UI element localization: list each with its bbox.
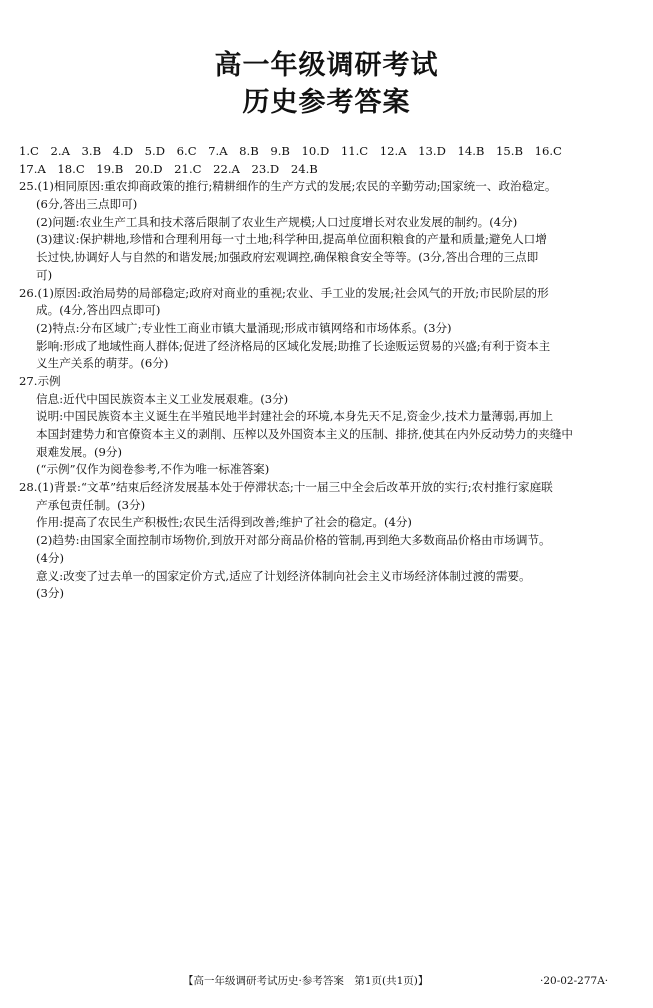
question-28 <box>19 479 637 603</box>
q26-line: 义生产关系的萌芽。(6分) <box>36 356 169 371</box>
q28-line: (3分) <box>36 586 65 601</box>
q27-line: 27.示例 <box>19 373 61 388</box>
q26-line: 影响:形成了地域性商人群体;促进了经济格局的区域化发展;助推了长途贩运贸易的兴盛;有利于资本主 <box>36 338 551 353</box>
q25-line: (3)建议:保护耕地,珍惜和合理利用每一寸土地;科学种田,提高单位面积粮食的产量和质量;避免人口增 <box>36 232 547 247</box>
q27-line: 艰难发展。(9分) <box>36 444 122 459</box>
q25-line: 长过快,协调好人与自然的和谐发展;加强政府宏观调控,确保粮食安全等等。(3分,答出合理的三点即 <box>36 250 539 265</box>
answers-body <box>19 143 637 603</box>
mc-answers-row-2: 17.A 18.C 19.B 20.D 21.C 22.A 23.D 24.B <box>19 161 318 176</box>
q28-line: (2)趋势:由国家全面控制市场物价,到放开对部分商品价格的管制,再到绝大多数商品价格由市场调节。 <box>36 533 551 548</box>
question-27 <box>19 373 637 479</box>
q26-line: 26.(1)原因:政治局势的局部稳定;政府对商业的重视;农业、手工业的发展;社会风气的开放;市民阶层的形 <box>19 285 549 300</box>
q27-line: (“示例”仅作为阅卷参考,不作为唯一标准答案) <box>36 462 270 477</box>
q25-line: (6分,答出三点即可) <box>36 197 138 212</box>
q26-line: (2)特点:分布区域广;专业性工商业市镇大量涌现;形成市镇网络和市场体系。(3分) <box>36 320 452 335</box>
q25-line: (2)问题:农业生产工具和技术落后限制了农业生产规模;人口过度增长对农业发展的制约。(4分) <box>36 214 518 229</box>
footer-page-info: 【高一年级调研考试历史·参考答案 第1页(共1页)】 <box>183 975 429 987</box>
page-title: 高一年级调研考试 <box>214 50 439 81</box>
page-subtitle: 历史参考答案 <box>242 87 411 118</box>
mc-answers-row-1: 1.C 2.A 3.B 4.D 5.D 6.C 7.A 8.B 9.B 10.D 11.C 12.A 13.D 14.B 15.B 16.C <box>19 144 562 158</box>
q25-line: 可) <box>36 267 53 282</box>
question-26 <box>19 285 637 373</box>
q28-line: 意义:改变了过去单一的国家定价方式,适应了计划经济体制向社会主义市场经济体制过渡的需要。 <box>36 568 531 583</box>
question-25 <box>19 178 637 284</box>
q27-line: 本国封建势力和官僚资本主义的剥削、压榨以及外国资本主义的压制、排挤,使其在内外反动势力的夹缝中 <box>36 427 574 441</box>
q25-line: 25.(1)相同原因:重农抑商政策的推行;精耕细作的生产方式的发展;农民的辛勤劳动;国家统一、政治稳定。 <box>19 179 557 194</box>
q28-line: 产承包责任制。(3分) <box>36 497 146 512</box>
q26-line: 成。(4分,答出四点即可) <box>36 303 161 318</box>
q28-line: 28.(1)背景:“文革”结束后经济发展基本处于停滞状态;十一届三中全会后改革开放的实行;农村推行家庭联 <box>19 480 553 495</box>
q28-line: 作用:提高了农民生产积极性;农民生活得到改善;维护了社会的稳定。(4分) <box>36 515 412 530</box>
footer-doc-code: ·20-02-277A· <box>540 975 609 987</box>
q27-line: 说明:中国民族资本主义诞生在半殖民地半封建社会的环境,本身先天不足,资金少,技术力量薄弱,再加上 <box>36 409 554 424</box>
q28-line: (4分) <box>36 550 65 565</box>
q27-line: 信息:近代中国民族资本主义工业发展艰难。(3分) <box>36 391 289 406</box>
